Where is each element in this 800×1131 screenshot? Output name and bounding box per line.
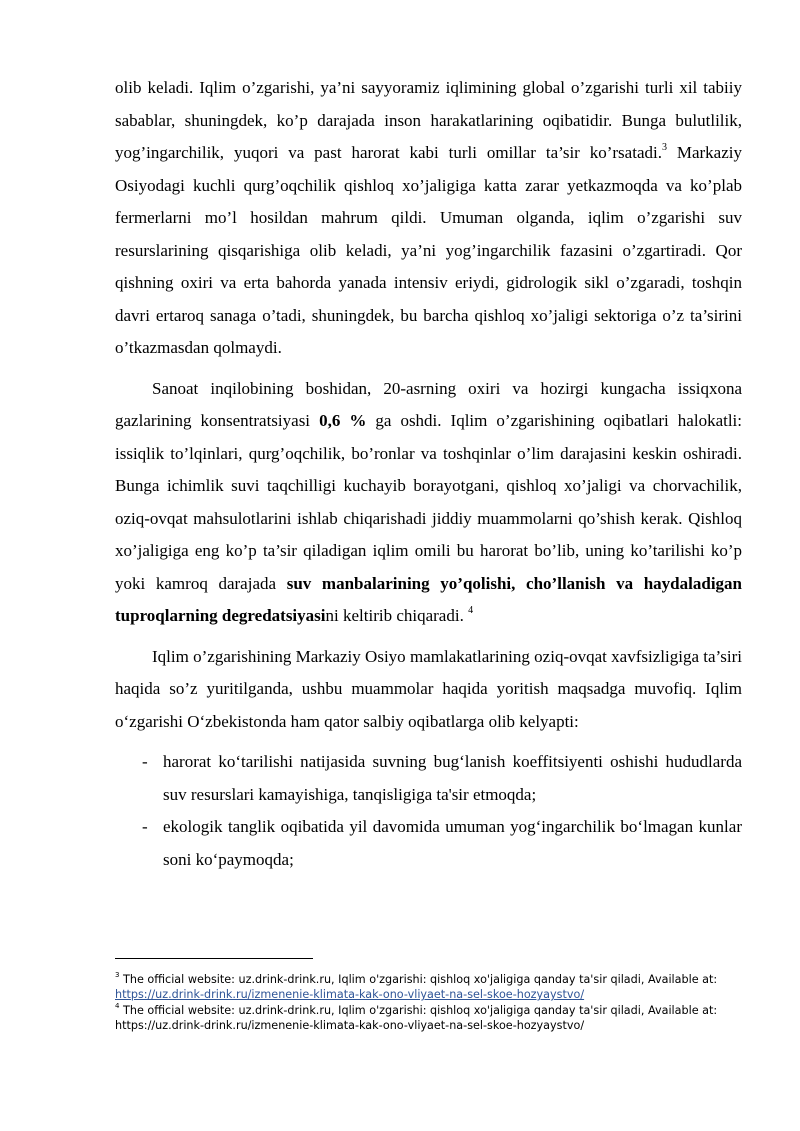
list-dash: - bbox=[142, 752, 148, 771]
list-item-text: harorat ko‘tarilishi natijasida suvning bug‘lanish koeffitsiyenti oshishi hududlarda suv resurslari kamayishiga, tanqisligiga ta'sir etmoqda; bbox=[163, 752, 742, 804]
list-item bbox=[115, 746, 742, 811]
footnote-text: The official website: uz.drink-drink.ru, Iqlim o'zgarishi: qishloq xo'jaligiga qanday ta'sir qiladi, Available at: bbox=[119, 1003, 718, 1017]
paragraph-1 bbox=[115, 72, 742, 365]
consequences-list bbox=[115, 746, 742, 876]
footnote-link[interactable]: https://uz.drink-drink.ru/izmenenie-klimata-kak-ono-vliyaet-na-sel-skoe-hozyaystvo/ bbox=[115, 988, 585, 1002]
paragraph-1-text-b: Markaziy Osiyodagi kuchli qurg’oqchilik qishloq xo’jaligiga katta zarar yetkazmoqda va ko’plab fermerlarni mo’l hosildan mahrum qildi. Umuman olganda, iqlim o’zgarishi suv resurslarining qisqarishiga olib keladi, ya’ni yog’ingarchilik fazasini o’zgartiradi. Qor qishning oxiri va erta bahorda yanada intensiv eriydi, gidrologik sikl o’zgaradi, toshqin davri ertaroq sanaga o’tadi, shuningdek, bu barcha qishloq xo’jaligi sektoriga o’z ta’sirini o’tkazmasdan qolmaydi. bbox=[115, 143, 742, 357]
list-item-text: ekologik tanglik oqibatida yil davomida umuman yog‘ingarchilik bo‘lmagan kunlar soni ko‘paymoqda; bbox=[163, 817, 742, 869]
footnote-number: 4 bbox=[115, 1001, 120, 1010]
paragraph-1-text-a: olib keladi. Iqlim o’zgarishi, ya’ni sayyoramiz iqlimining global o’zgarishi turli xil tabiiy sabablar, shuningdek, ko’p darajada inson harakatlarining oqibatidir. Bunga bulutlilik, yog’ingarchilik, yuqori va past harorat kabi turli omillar ta’sir ko’rsatadi. bbox=[115, 78, 742, 162]
footnote-text: The official website: uz.drink-drink.ru, Iqlim o'zgarishi: qishloq xo'jaligiga qanday ta'sir qiladi, Available at: bbox=[119, 973, 718, 986]
footnote-url: https://uz.drink-drink.ru/izmenenie-klimata-kak-ono-vliyaet-na-sel-skoe-hozyaystvo/ bbox=[115, 1018, 585, 1032]
paragraph-2-text-b: ga oshdi. Iqlim o’zgarishining oqibatlari halokatli: issiqlik to’lqinlari, qurg’oqchilik, bo’ronlar va toshqinlar o’lim darajasini keskin oshiradi. Bunga ichimlik suvi taqchilligi kuchayib borayotgani, qishloq xo’jaligi va chorvachilik, oziq-ovqat mahsulotlarini ishlab chiqarishadi jiddiy muammolarni qo’shish kerak. Qishloq xo’jaligiga eng ko’p ta’sir qiladigan iqlim omili bu harorat bo’lib, uning ko’tarilishi ko’p yoki kamroq darajada bbox=[115, 411, 743, 593]
body-text bbox=[115, 72, 742, 876]
paragraph-2-bold-phrase: suv manbalarining yo’qolishi, cho’llanish va haydaladigan tuproqlarning degredatsiyasi bbox=[115, 573, 742, 625]
footnote-4 bbox=[115, 1003, 742, 1034]
paragraph-2 bbox=[115, 373, 742, 633]
footnotes bbox=[115, 972, 742, 1033]
footnote-3 bbox=[115, 972, 742, 1003]
paragraph-2-bold-percent: 0,6 % bbox=[319, 411, 367, 430]
footnote-ref-4[interactable]: 4 bbox=[468, 605, 474, 617]
footnote-number: 3 bbox=[115, 971, 120, 980]
list-dash: - bbox=[142, 817, 148, 836]
footnote-ref-3[interactable]: 3 bbox=[661, 142, 667, 154]
paragraph-2-text-c: ni keltirib chiqaradi. bbox=[325, 606, 469, 625]
paragraph-2-text-a: Sanoat inqilobining boshidan, 20-asrning oxiri va hozirgi kungacha issiqxona gazlarining konsentratsiyasi bbox=[115, 378, 742, 430]
footnote-separator bbox=[115, 958, 313, 959]
paragraph-3: Iqlim o’zgarishining Markaziy Osiyo mamlakatlarining oziq-ovqat xavfsizligiga ta’siri haqida so’z yuritilganda, ushbu muammolar haqida yoritish maqsadga muvofiq. Iqlim o‘zgarishi O‘zbekistonda ham qator salbiy oqibatlarga olib kelyapti: bbox=[115, 646, 742, 731]
list-item bbox=[115, 811, 742, 876]
